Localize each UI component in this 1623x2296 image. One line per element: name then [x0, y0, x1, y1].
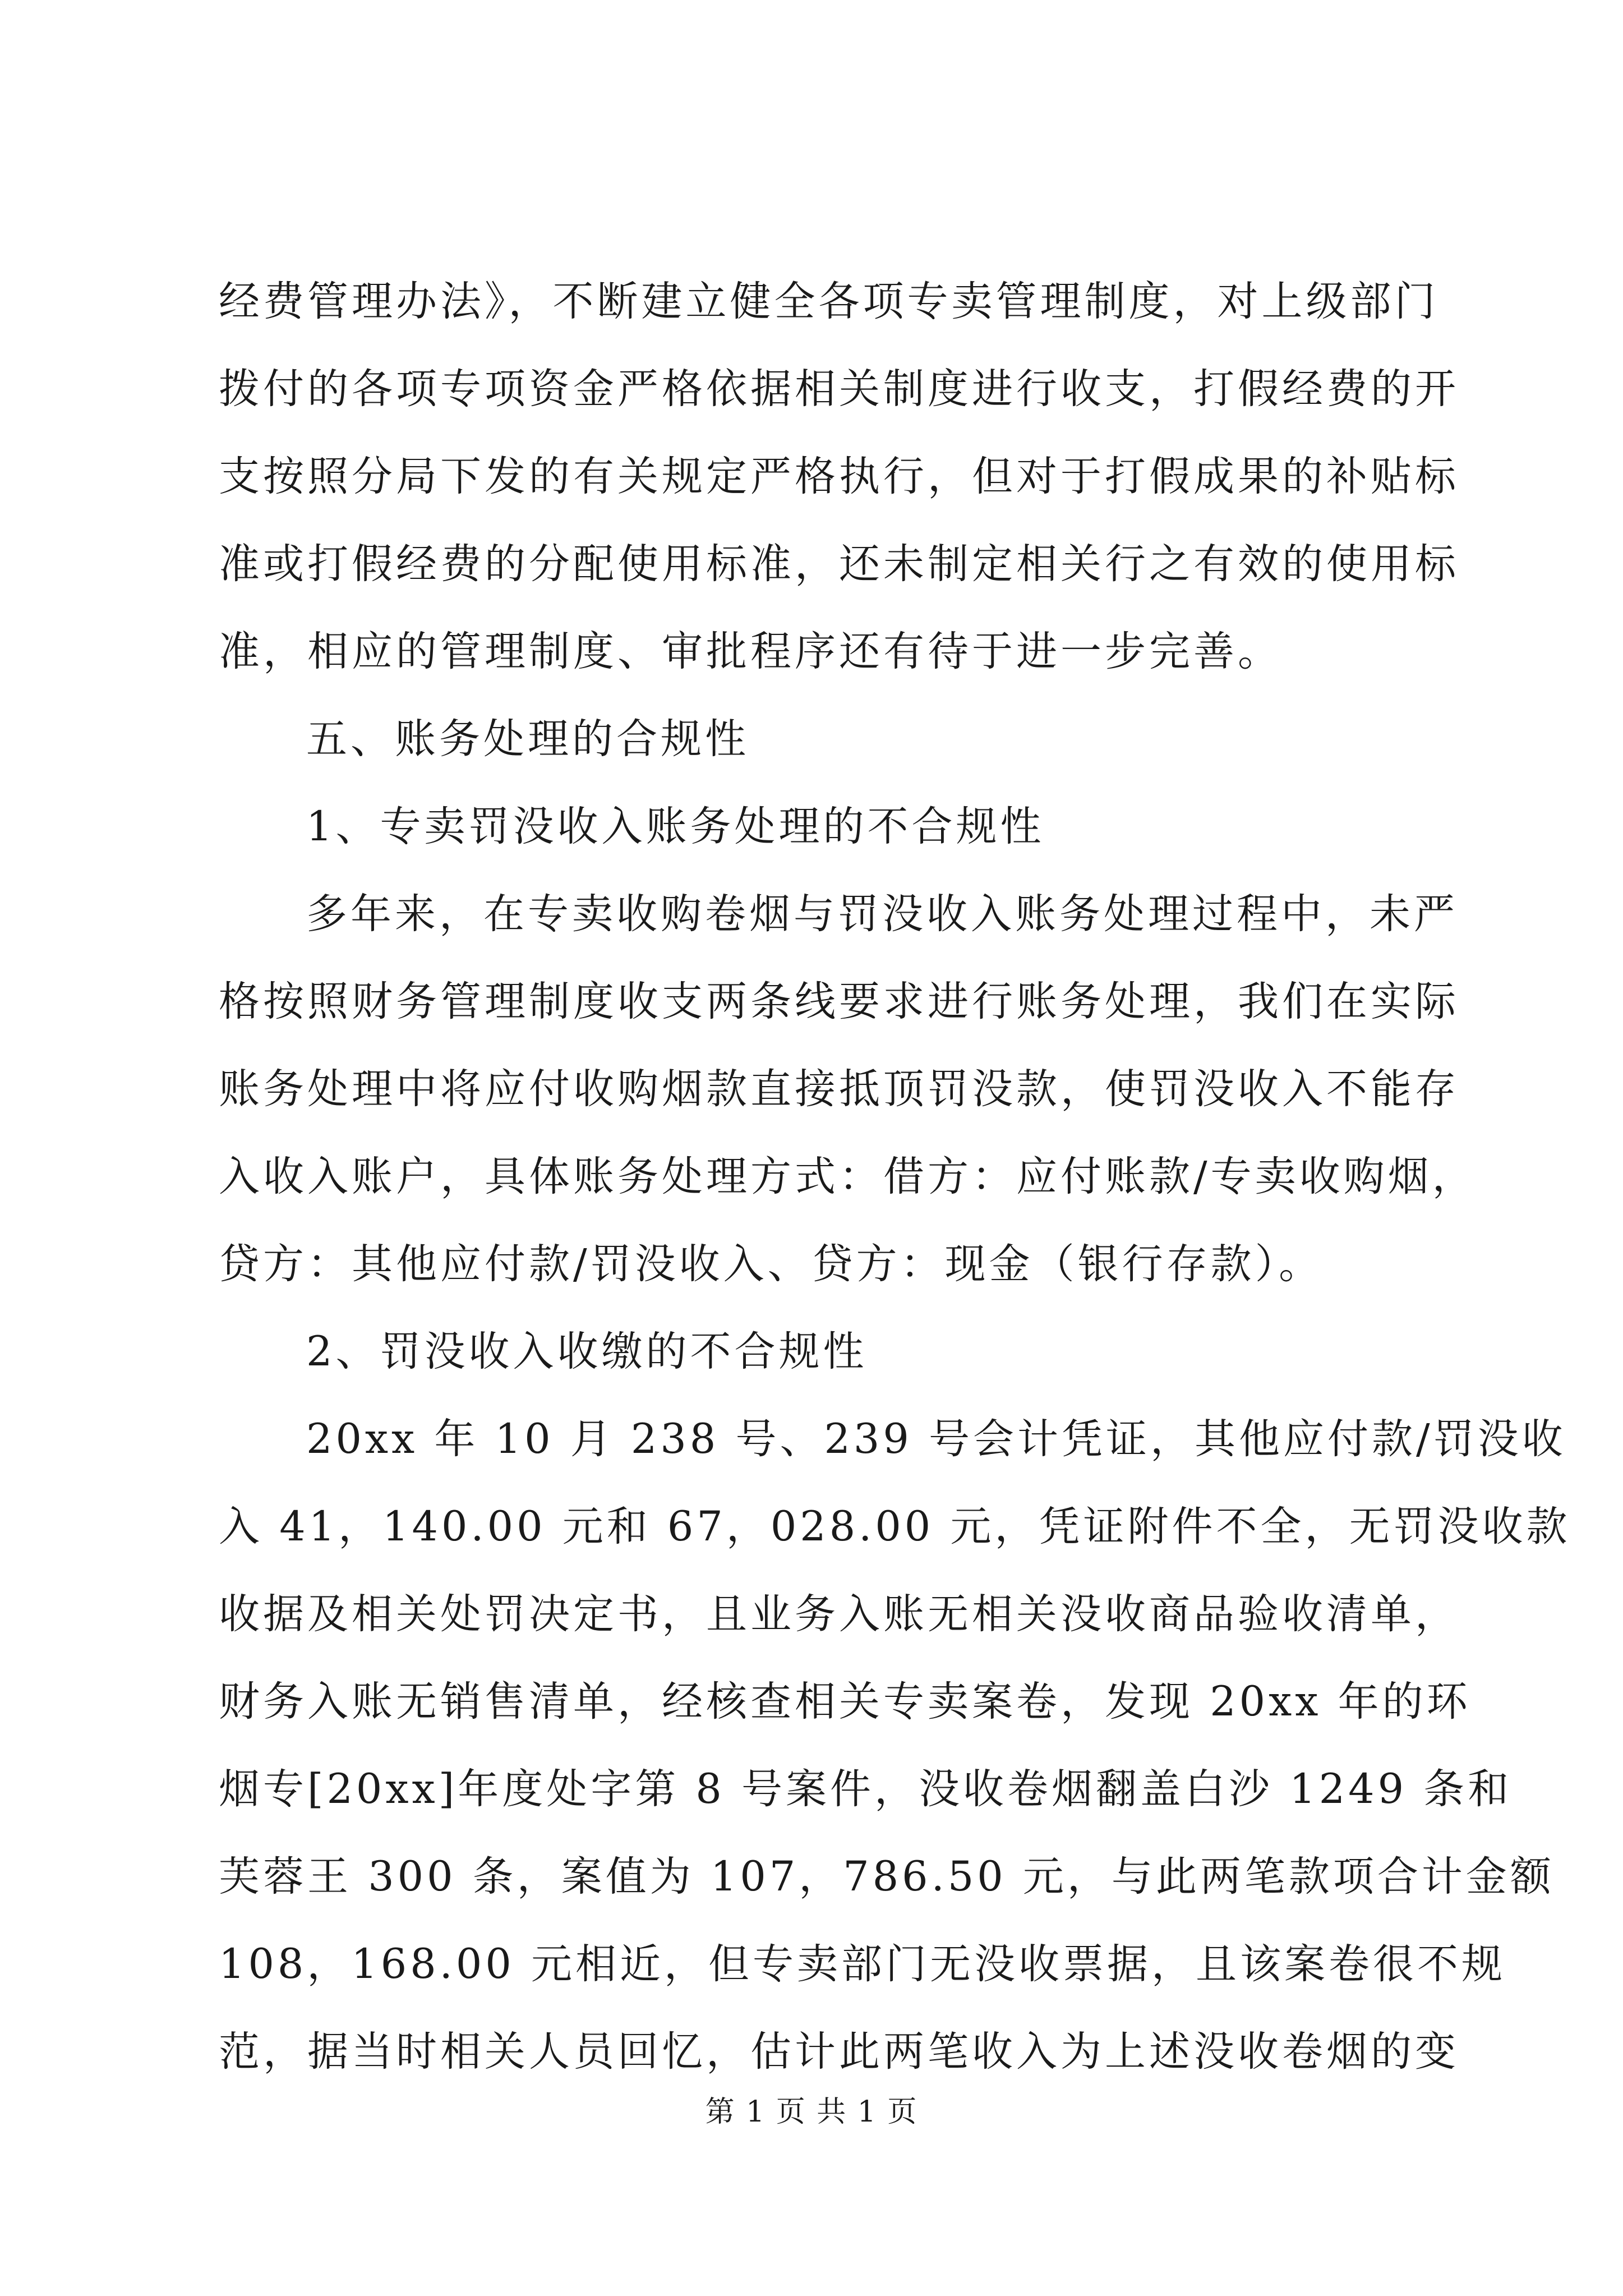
body-line: 准，相应的管理制度、审批程序还有待于进一步完善。 [219, 628, 1282, 675]
body-line: 格按照财务管理制度收支两条线要求进行账务处理，我们在实际 [219, 978, 1459, 1025]
body-line: 范，据当时相关人员回忆，估计此两笔收入为上述没收卷烟的变 [219, 2028, 1459, 2076]
body-line: 账务处理中将应付收购烟款直接抵顶罚没款，使罚没收入不能存 [219, 1065, 1459, 1113]
body-line: 20xx 年 10 月 238 号、239 号会计凭证，其他应付款/罚没收 [306, 1415, 1566, 1463]
body-line: 烟专[20xx]年度处字第 8 号案件，没收卷烟翻盖白沙 1249 条和 [219, 1765, 1513, 1813]
subsection-heading: 1、专卖罚没收入账务处理的不合规性 [306, 803, 1045, 850]
body-line: 多年来，在专卖收购卷烟与罚没收入账务处理过程中，未严 [306, 890, 1458, 938]
section-heading: 五、账务处理的合规性 [306, 715, 749, 763]
body-line: 芙蓉王 300 条，案值为 107，786.50 元，与此两笔款项合计金额 [219, 1853, 1555, 1901]
body-line: 拨付的各项专项资金严格依据相关制度进行收支，打假经费的开 [219, 365, 1459, 413]
document-body [219, 258, 1571, 2096]
body-line: 财务入账无销售清单，经核查相关专卖案卷，发现 20xx 年的环 [219, 1678, 1471, 1726]
subsection-heading: 2、罚没收入收缴的不合规性 [306, 1328, 868, 1375]
body-line: 108，168.00 元相近，但专卖部门无没收票据，且该案卷很不规 [219, 1940, 1506, 1988]
page-footer [0, 2092, 1623, 2132]
body-line: 入收入账户，具体账务处理方式：借方：应付账款/专卖收购烟， [219, 1153, 1477, 1200]
body-line: 准或打假经费的分配使用标准，还未制定相关行之有效的使用标 [219, 540, 1459, 588]
body-line: 收据及相关处罚决定书，且业务入账无相关没收商品验收清单， [219, 1590, 1459, 1638]
body-line: 经费管理办法》，不断建立健全各项专卖管理制度，对上级部门 [219, 278, 1439, 325]
body-line: 支按照分局下发的有关规定严格执行，但对于打假成果的补贴标 [219, 453, 1459, 500]
page-number-label: 第 1 页 共 1 页 [705, 2095, 918, 2129]
body-line: 入 41，140.00 元和 67，028.00 元，凭证附件不全，无罚没收款 [219, 1503, 1571, 1550]
body-line: 贷方：其他应付款/罚没收入、贷方：现金（银行存款）。 [219, 1240, 1324, 1288]
